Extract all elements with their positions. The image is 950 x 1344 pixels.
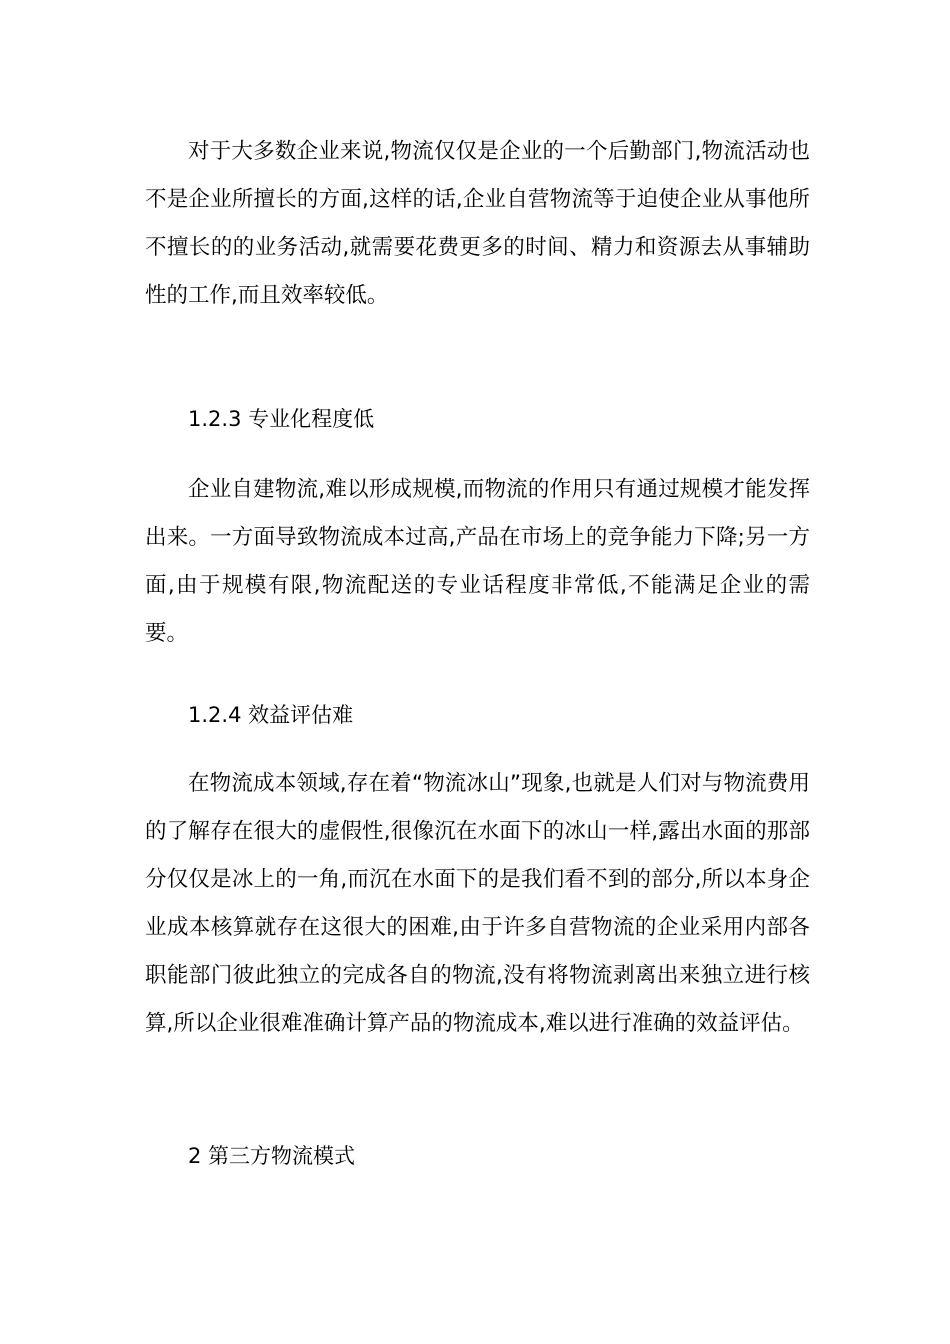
paragraph-low-specialization: 企业自建物流,难以形成规模,而物流的作用只有通过规模才能发挥出来。一方面导致物流成本过高,产品在市场上的竞争能力下降;另一方面,由于规模有限,物流配送的专业话程度非常低,不能满足企业的需要。	[145, 477, 810, 646]
heading-1-2-3: 1.2.3 专业化程度低	[188, 407, 375, 431]
paragraph-benefit-evaluation: 在物流成本领域,存在着“物流冰山”现象,也就是人们对与物流费用的了解存在很大的虚假性,很像沉在水面下的冰山一样,露出水面的那部分仅仅是冰上的一角,而沉在水面下的是我们看不到的部分,所以本身企业成本核算就存在这很大的困难,由于许多自营物流的企业采用内部各职能部门彼此独立的完成各自的物流,没有将物流剥离出来独立进行核算,所以企业很难准确计算产品的物流成本,难以进行准确的效益评估。	[145, 771, 810, 1036]
paragraph-self-logistics-drawbacks: 对于大多数企业来说,物流仅仅是企业的一个后勤部门,物流活动也不是企业所擅长的方面,这样的话,企业自营物流等于迫使企业从事他所不擅长的的业务活动,就需要花费更多的时间、精力和资源去从事辅助性的工作,而且效率较低。	[145, 139, 810, 308]
heading-1-2-4: 1.2.4 效益评估难	[188, 703, 354, 727]
heading-2: 2 第三方物流模式	[188, 1144, 356, 1168]
